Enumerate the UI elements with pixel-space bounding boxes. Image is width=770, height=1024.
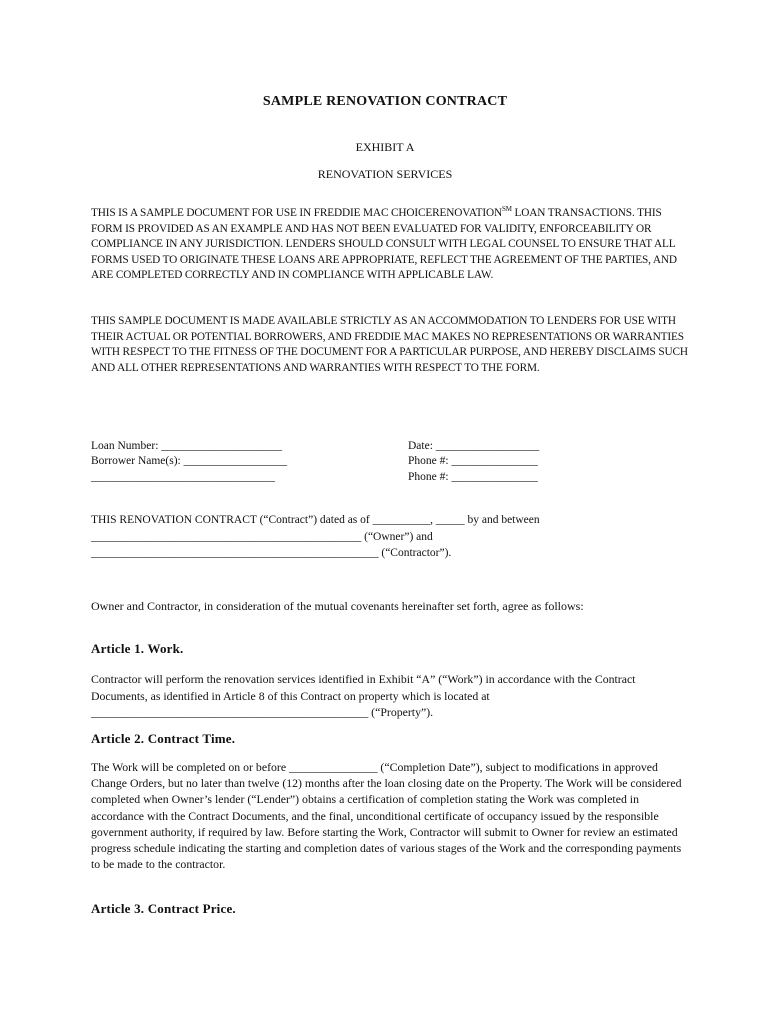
article-1-text: Contractor will perform the renovation services identified in Exhibit “A” (“Work”) in accordance with the Contract Documents, as identified in Article 8 of this Contract on property which is located at _______________________________________________ (“Property”). bbox=[91, 672, 636, 719]
service-mark-superscript: SM bbox=[502, 205, 512, 214]
loan-fields-right: Date: __________________ Phone #: _______________ Phone #: _______________ bbox=[408, 440, 540, 483]
disclaimer-paragraph-2: THIS SAMPLE DOCUMENT IS MADE AVAILABLE STRICTLY AS AN ACCOMMODATION TO LENDERS FOR USE WITH THEIR ACTUAL OR POTENTIAL BORROWERS, AND FREDDIE MAC MAKES NO REPRESENTATIONS OR WARRANTIES WITH RESPECT TO THE FITNESS OF THE DOCUMENT FOR A PARTICULAR PURPOSE, AND HEREBY DISCLAIMS SUCH AND ALL OTHER REPRESENTATIONS AND WARRANTIES WITH RESPECT TO THE FORM. bbox=[91, 315, 688, 374]
disclaimer-1-text-end: LOAN TRANSACTIONS. THIS FORM IS PROVIDED AS AN EXAMPLE AND HAS NOT BEEN EVALUATED FOR VALIDITY, ENFORCEABILITY OR COMPLIANCE IN ANY JURISDICTION. LENDERS SHOULD CONSULT WITH LEGAL COUNSEL TO ENSURE THAT ALL FORMS USED TO ORIGINATE THESE LOANS ARE APPROPRIATE, REFLECT THE AGREEMENT OF THE PARTIES, AND ARE COMPLETED CORRECTLY AND IN COMPLIANCE WITH APPLICABLE LAW. bbox=[91, 207, 677, 282]
article-2-text: The Work will be completed on or before _______________ (“Completion Date”), subject to modifications in approved Change Orders, but no later than twelve (12) months after the loan closing date on the Property. The Work will be considered completed when Owner’s lender (“Lender”) obtains a certification of completion stating the Work was completed in accordance with the Contract Documents, and the final, unconditional certificate of occupancy issued by the responsible government authority, if required by law. Before starting the Work, Contractor will submit to Owner for review an estimated progress schedule indicating the starting and completion dates of various stages of the Work and the corresponding payments to be made to the contractor. bbox=[91, 760, 682, 872]
consideration-paragraph: Owner and Contractor, in consideration of the mutual covenants hereinafter set forth, agree as follows: bbox=[91, 599, 584, 613]
disclaimer-paragraph-1 bbox=[91, 206, 691, 284]
exhibit-label: EXHIBIT A bbox=[355, 140, 415, 154]
article-1-heading: Article 1. Work. bbox=[91, 641, 184, 656]
loan-fields-left: Loan Number: _____________________ Borrower Name(s): __________________ ________________________________ bbox=[91, 440, 288, 483]
document-subtitle: RENOVATION SERVICES bbox=[317, 167, 453, 181]
document-title: SAMPLE RENOVATION CONTRACT bbox=[262, 94, 508, 109]
article-2-heading: Article 2. Contract Time. bbox=[91, 731, 236, 746]
article-3-heading: Article 3. Contract Price. bbox=[91, 901, 236, 916]
contract-intro: THIS RENOVATION CONTRACT (“Contract”) dated as of __________, _____ by and between _______________________________________________ (“Owner”) and __________________________________________________ (“Contractor”). bbox=[91, 514, 540, 559]
disclaimer-1-text-start: THIS IS A SAMPLE DOCUMENT FOR USE IN FREDDIE MAC CHOICERENOVATION bbox=[91, 207, 502, 219]
